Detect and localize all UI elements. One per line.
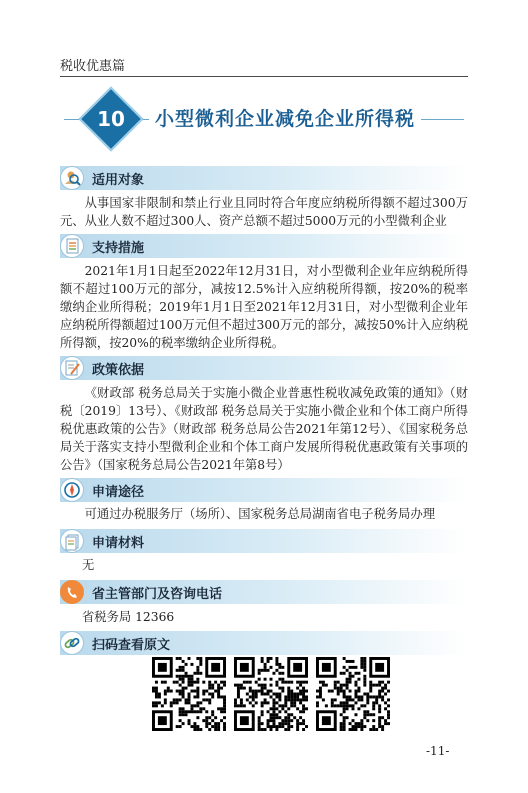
applicable-text: 从事国家非限制和禁止行业且同时符合年度应纳税所得额不超过300万元、从业人数不超过300人、资产总额不超过5000万元的小型微利企业: [60, 196, 468, 228]
section-label-measures: 支持措施: [92, 241, 145, 256]
contact-text: 省税务局 12366: [82, 610, 175, 624]
section-header-measures: [60, 234, 468, 258]
number-badge: [84, 92, 138, 146]
measures-text: 2021年1月1日起至2022年12月31日，对小型微利企业年应纳税所得额不超过100万元的部分，减按12.5%计入应纳税所得额，按20%的税率缴纳企业所得税；2019年1月1日至2021年12月31日，对小型微利企业年应纳税所得额超过100万元但不超过300万元的部分，减按50%计入应纳税所得额，按20%的税率缴纳企业所得税。: [60, 264, 468, 350]
section-header-scan: [60, 631, 468, 655]
badge-number: 10: [97, 107, 125, 131]
person-magnifier-icon: [60, 166, 84, 190]
document-list-icon: [60, 234, 84, 258]
section-header-policy: [60, 356, 468, 380]
compass-icon: [60, 478, 84, 502]
running-head: 税收优惠篇: [60, 59, 126, 74]
policy-text: 《财政部 税务总局关于实施小微企业普惠性税收减免政策的通知》（财税〔2019〕13号）、《财政部 税务总局关于实施小微企业和个体工商户所得税优惠政策的公告》（财政部 税务总局公告2021年第12号）、《国家税务总局关于落实支持小型微利企业和个体工商户发展所得税优惠政策有关事项的公告》（国家税务总局公告2021年第8号）: [60, 386, 468, 472]
document-pencil-icon: [60, 356, 84, 380]
section-header-materials: [60, 529, 468, 553]
document-stack-icon: [60, 529, 84, 553]
page-title: 小型微利企业减免企业所得税: [149, 104, 421, 131]
section-header-channel: [60, 478, 468, 502]
qr-code[interactable]: [316, 657, 390, 731]
section-header-contact: [60, 580, 468, 604]
section-label-policy: 政策依据: [92, 363, 145, 378]
link-icon: [60, 631, 84, 655]
section-label-scan: 扫码查看原文: [92, 638, 171, 653]
section-label-contact: 省主管部门及咨询电话: [92, 587, 223, 602]
channel-text: 可通过办税服务厅（场所）、国家税务总局湖南省电子税务局办理: [84, 507, 436, 521]
section-title: [64, 92, 464, 148]
section-label-applicable: 适用对象: [92, 173, 145, 188]
materials-text: 无: [82, 558, 95, 572]
header-rule: [60, 76, 468, 77]
section-label-channel: 申请途径: [92, 485, 145, 500]
section-label-materials: 申请材料: [92, 536, 145, 551]
qr-code[interactable]: [234, 657, 308, 731]
qr-code[interactable]: [152, 657, 226, 731]
section-header-applicable: [60, 166, 468, 190]
phone-icon: [60, 580, 84, 604]
page-number: -11-: [426, 744, 450, 758]
